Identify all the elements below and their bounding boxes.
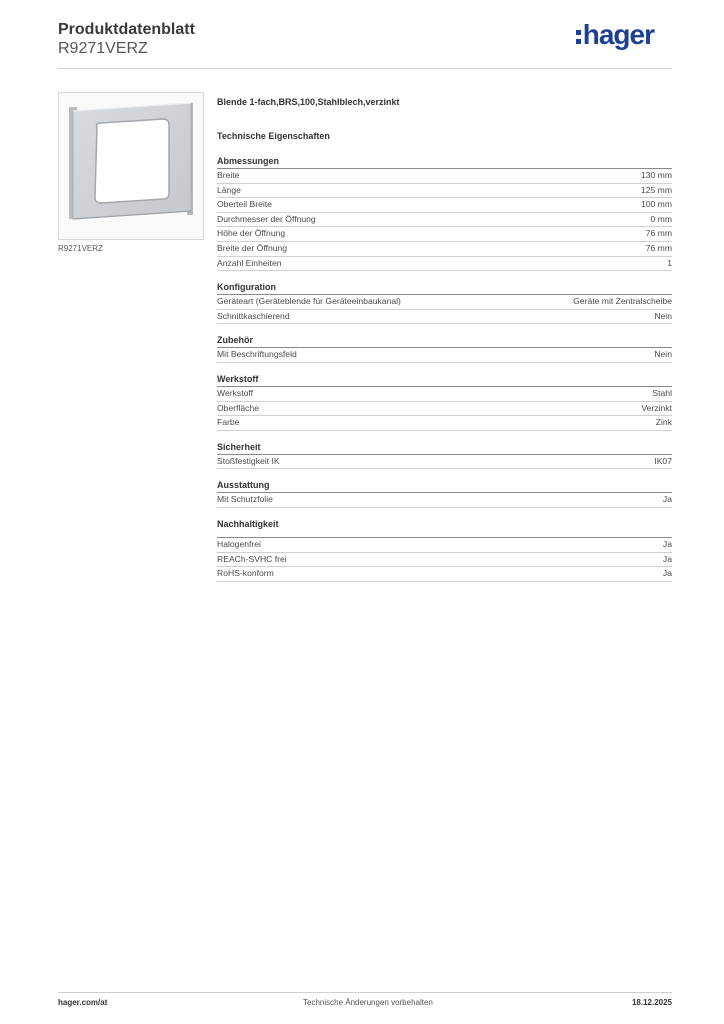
spec-group-nachhaltigkeit [217, 518, 672, 582]
spec-value: Ja [662, 494, 672, 505]
spec-row [217, 295, 672, 310]
spec-value: 125 mm [640, 184, 672, 195]
logo-text: hager [582, 19, 654, 50]
spec-value: Nein [654, 349, 672, 360]
hager-logo [576, 20, 654, 50]
spec-value: Nein [654, 310, 672, 321]
spec-row [217, 169, 672, 184]
spec-group-title: Ausstattung [217, 479, 672, 493]
spec-value: 76 mm [645, 228, 672, 239]
footer-divider [58, 992, 672, 993]
spec-group-zubehoer [217, 334, 672, 363]
spec-group-title: Zubehör [217, 334, 672, 348]
spec-group-abmessungen [217, 155, 672, 271]
spec-value: Ja [662, 568, 672, 579]
product-specs [217, 96, 672, 582]
spec-label: Mit Schutzfolie [217, 494, 273, 505]
spec-group-title: Konfiguration [217, 281, 672, 295]
spec-value: 100 mm [640, 199, 672, 210]
spec-row [217, 567, 672, 582]
spec-value: Zink [655, 417, 672, 428]
spec-value: 0 mm [650, 213, 672, 224]
spec-group-title: Sicherheit [217, 441, 672, 455]
spec-label: REACh-SVHC frei [217, 553, 287, 564]
spec-label: Schnittkaschierend [217, 310, 290, 321]
spec-value: 76 mm [645, 242, 672, 253]
spec-row [217, 257, 672, 272]
spec-row [217, 242, 672, 257]
spec-row [217, 416, 672, 431]
spec-row [217, 310, 672, 325]
spec-label: Durchmesser der Öffnung [217, 213, 316, 224]
spec-group-title: Nachhaltigkeit [217, 518, 672, 538]
spec-label: Farbe [217, 417, 240, 428]
spec-value: Geräte mit Zentralscheibe [573, 296, 672, 307]
spec-label: Breite der Öffnung [217, 242, 288, 253]
spec-value: Stahl [652, 387, 672, 398]
spec-group-sicherheit [217, 441, 672, 470]
spec-row [217, 198, 672, 213]
spec-row [217, 387, 672, 402]
spec-value: Ja [662, 553, 672, 564]
product-image [58, 92, 204, 240]
spec-label: Oberfläche [217, 402, 260, 413]
spec-row [217, 213, 672, 228]
spec-label: Höhe der Öffnung [217, 228, 286, 239]
spec-group-title: Abmessungen [217, 155, 672, 169]
spec-value: IK07 [654, 455, 672, 466]
header-divider [58, 68, 672, 69]
spec-value: 1 [667, 257, 672, 268]
spec-label: Breite [217, 170, 240, 180]
spec-value: Verzinkt [641, 402, 672, 413]
footer-date: 18.12.2025 [631, 998, 672, 1007]
logo-dots-icon [576, 30, 581, 44]
spec-label: Länge [217, 184, 241, 195]
spec-row [217, 455, 672, 470]
image-caption: R9271VERZ [58, 244, 103, 253]
spec-row [217, 493, 672, 508]
spec-label: Halogenfrei [217, 538, 261, 549]
spec-label: Mit Beschriftungsfeld [217, 349, 297, 360]
spec-group-werkstoff [217, 373, 672, 431]
footer-notice: Technische Änderungen vorbehalten [303, 998, 433, 1007]
spec-row [217, 538, 672, 553]
spec-row [217, 348, 672, 363]
spec-value: 130 mm [640, 170, 672, 180]
footer-website-link[interactable]: hager.com/at [58, 998, 108, 1007]
spec-value: Ja [662, 538, 672, 549]
spec-label: Stoßfestigkeit IK [217, 455, 280, 466]
spec-group-konfiguration [217, 281, 672, 324]
spec-row [217, 402, 672, 417]
page-header [58, 20, 672, 68]
document-title: Produktdatenblatt [58, 21, 195, 38]
spec-label: Anzahl Einheiten [217, 257, 282, 268]
spec-label: Geräteart (Geräteblende für Geräteeinbaukanal) [217, 296, 401, 307]
spec-group-title: Werkstoff [217, 373, 672, 387]
technical-properties-heading: Technische Eigenschaften [217, 131, 330, 141]
spec-row [217, 227, 672, 242]
spec-label: RoHS-konform [217, 568, 274, 579]
spec-group-ausstattung [217, 479, 672, 508]
spec-label: Oberteil Breite [217, 199, 272, 210]
spec-label: Werkstoff [217, 387, 253, 398]
spec-row [217, 184, 672, 199]
product-code: R9271VERZ [58, 40, 148, 57]
product-description: Blende 1-fach,BRS,100,Stahlblech,verzinkt [217, 97, 400, 107]
spec-row [217, 553, 672, 568]
cover-plate-illustration [59, 93, 203, 239]
